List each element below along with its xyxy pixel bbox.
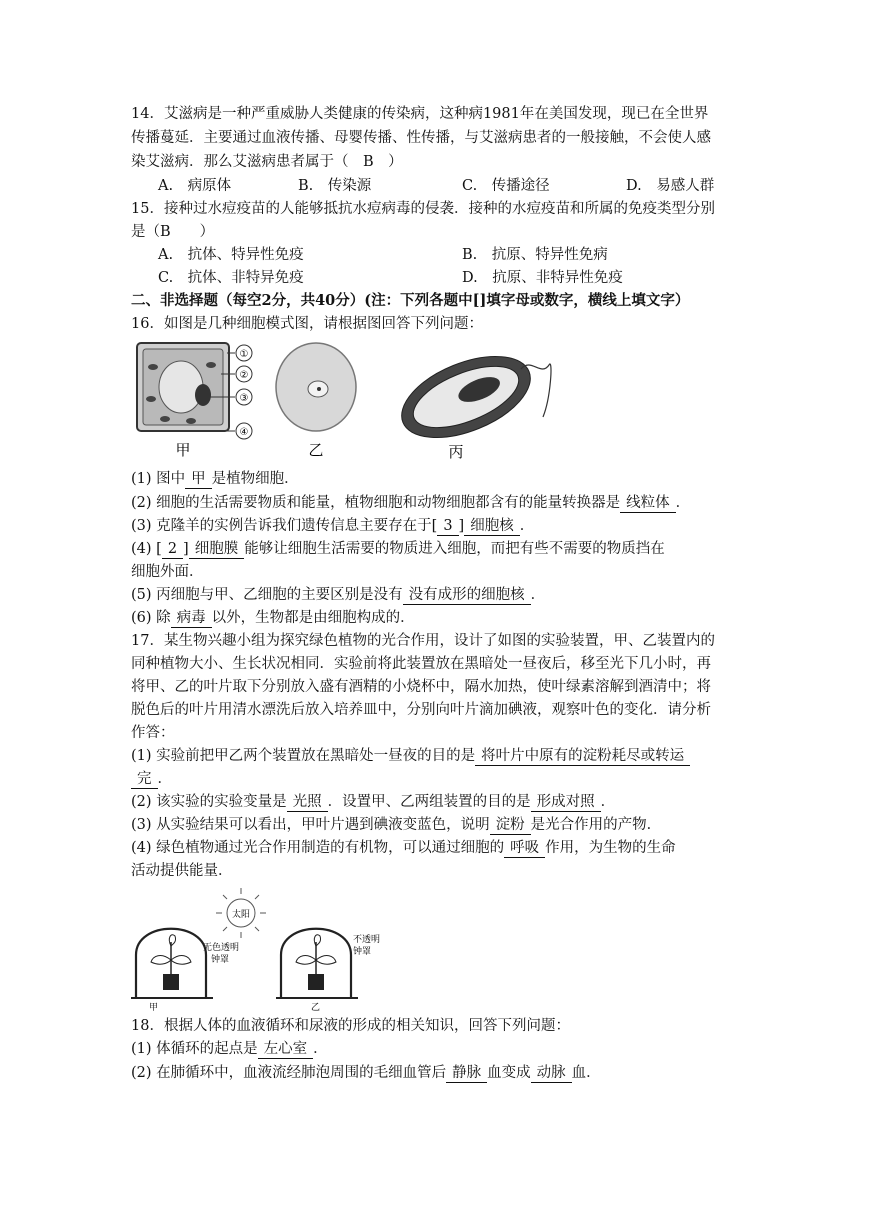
q16-answer-3: 细胞核 [464, 518, 520, 536]
q18-part1-text: (1) 体循环的起点是 [131, 1041, 258, 1057]
q16-part4-end: 能够让细胞生活需要的物质进入细胞，而把有些不需要的物质挡在 [244, 541, 665, 557]
q17-part1-line2 [131, 769, 172, 789]
q18-part2-end: 血． [571, 1065, 601, 1081]
q14-line3: 染艾滋病．那么艾滋病患者属于（ B ） [131, 154, 403, 170]
q14-option-a: A. 病原体 [158, 178, 232, 194]
q16-part2-end: ． [675, 495, 691, 511]
q16-part5-end: ． [530, 587, 546, 603]
sun-label: 太阳 [231, 910, 251, 920]
fig-label-1: ① [239, 349, 249, 360]
q16-part4-line2: 细胞外面． [131, 564, 204, 580]
q16-answer-6: 病毒 [171, 610, 212, 628]
q17-part4-text: (4) 绿色植物通过光合作用制造的有机物，可以通过细胞的 [131, 840, 505, 856]
q16-part2-text: (2) 细胞的生活需要物质和能量，植物细胞和动物细胞都含有的能量转换器是 [131, 495, 621, 511]
fig-label-2: ② [239, 370, 249, 381]
q18-part1-end: ． [313, 1041, 328, 1057]
q16-answer-5: 没有成形的细胞核 [403, 587, 531, 605]
jar-a-name: 甲 [149, 1003, 159, 1013]
q14-option-c: C. 传播途径 [462, 178, 550, 194]
fig-label-3: ③ [239, 393, 249, 404]
q17-answer-1: 将叶片中原有的淀粉耗尽或转运 [475, 748, 690, 766]
cell-diagram-figure [131, 337, 551, 462]
q16-answer-4: 细胞膜 [189, 541, 245, 559]
q17-answer-2: 光照 [287, 794, 328, 812]
q17-part2 [131, 792, 615, 812]
q16-part2 [131, 493, 690, 513]
q16-part3-end: ． [519, 518, 535, 534]
q17-line2: 同种植物大小、生长状况相同．实验前将此装置放在黑暗处一昼夜后，移至光下几小时，再 [131, 656, 711, 672]
q14-line1: 14．艾滋病是一种严重威胁人类健康的传染病，这种病1981年在美国发现，现已在全世界 [131, 106, 709, 122]
q18-part2-text: (2) 在肺循环中，血液流经肺泡周围的毛细血管后 [131, 1065, 447, 1081]
jar-b-label-2: 钟罩 [353, 947, 372, 957]
q15-option-a: A. 抗体、特异性免疫 [158, 247, 304, 263]
fig-label-bing: 丙 [448, 443, 464, 461]
q14-option-b: B. 传染源 [298, 178, 372, 194]
q18-part2-mid: 血变成 [487, 1065, 531, 1081]
q15-option-c: C. 抗体、非特异免疫 [158, 270, 304, 286]
q14-option-d: D. 易感人群 [626, 178, 715, 194]
q17-answer-2b: 形成对照 [531, 794, 601, 812]
q17-line3: 将甲、乙的叶片取下分别放入盛有酒精的小烧杯中，隔水加热，使叶绿素溶解到酒清中；将 [131, 679, 711, 695]
q15-option-b: B. 抗原、特异性免病 [462, 247, 608, 263]
q16-part3-bracket: ] [458, 518, 465, 534]
q16-intro: 16．如图是几种细胞模式图，请根据图回答下列问题： [131, 316, 483, 332]
q17-part3-end: 是光合作用的产物． [530, 817, 662, 833]
jar-a-label-1: 无色透明 [203, 943, 240, 953]
q17-answer-1-cont: 完 [131, 771, 158, 789]
q15-option-d: D. 抗原、非特异性免疫 [462, 270, 623, 286]
q16-part4 [131, 539, 665, 559]
q17-part4-end: 作用，为生物的生命 [545, 840, 676, 856]
q16-part3-text: (3) 克隆羊的实例告诉我们遗传信息主要存在于[ [131, 518, 438, 534]
q16-part1-text: (1) 图中 [131, 471, 186, 487]
q17-part3-text: (3) 从实验结果可以看出，甲叶片遇到碘液变蓝色，说明 [131, 817, 490, 833]
q18-part1 [131, 1039, 328, 1059]
jar-b-name: 乙 [311, 1003, 321, 1013]
q16-answer-1: 甲 [185, 471, 212, 489]
q18-answer-1: 左心室 [258, 1041, 314, 1059]
q16-part6 [131, 608, 415, 628]
q17-part1 [131, 746, 690, 766]
q17-answer-3: 淀粉 [490, 817, 531, 835]
section-2-heading: 二、非选择题（每空2分，共40分）(注：下列各题中[]填字母或数字，横线上填文字） [131, 292, 690, 309]
jar-a-label-2: 钟罩 [211, 955, 230, 965]
q16-part6-end: 以外，生物都是由细胞构成的． [211, 610, 415, 626]
q15-line1: 15．接种过水痘疫苗的人能够抵抗水痘病毒的侵袭．接种的水痘疫苗和所属的免疫类型分别 [131, 201, 715, 217]
q17-part1-text: (1) 实验前把甲乙两个装置放在黑暗处一昼夜的目的是 [131, 748, 476, 764]
q16-part4-text: (4) [ [131, 541, 162, 557]
q16-answer-4-number: 2 [162, 541, 183, 559]
q17-part1-end: ． [157, 771, 172, 787]
q16-part1-end: 是植物细胞． [211, 471, 299, 487]
q17-part2-mid: ．设置甲、乙两组装置的目的是 [327, 794, 531, 810]
q17-part2-text: (2) 该实验的实验变量是 [131, 794, 287, 810]
q14-line2: 传播蔓延．主要通过血液传播、母婴传播、性传播，与艾滋病患者的一般接触，不会使人感 [131, 130, 711, 146]
q18-answer-2b: 动脉 [531, 1065, 572, 1083]
q17-part4-line2: 活动提供能量． [131, 863, 233, 879]
q18-intro: 18．根据人体的血液循环和尿液的形成的相关知识，回答下列问题： [131, 1018, 570, 1034]
q17-part4 [131, 838, 676, 858]
jar-b-label-1: 不透明 [353, 935, 381, 945]
bell-jar-experiment-figure [131, 880, 411, 1013]
q18-part2 [131, 1063, 601, 1083]
fig-label-jia: 甲 [175, 441, 191, 459]
q17-part3 [131, 815, 661, 835]
q17-line5: 作答： [131, 725, 175, 741]
q16-answer-3-number: 3 [437, 518, 458, 536]
q17-part2-end: ． [600, 794, 616, 810]
q16-part3 [131, 516, 534, 536]
q16-part1 [131, 469, 299, 489]
q16-part5-text: (5) 丙细胞与甲、乙细胞的主要区别是没有 [131, 587, 403, 603]
q17-line1: 17．某生物兴趣小组为探究绿色植物的光合作用，设计了如图的实验装置，甲、乙装置内的 [131, 633, 715, 649]
q16-part6-text: (6) 除 [131, 610, 171, 626]
q16-part4-bracket: ] [183, 541, 189, 557]
q16-part5 [131, 585, 545, 605]
fig-label-4: ④ [239, 427, 249, 438]
q16-answer-2: 线粒体 [620, 495, 676, 513]
q17-line4: 脱色后的叶片用清水漂洗后放入培养皿中，分别向叶片滴加碘液，观察叶色的变化．请分析 [131, 702, 711, 718]
q15-line2: 是（B ） [131, 224, 215, 240]
q17-answer-4: 呼吸 [504, 840, 545, 858]
fig-label-yi: 乙 [308, 441, 324, 459]
q18-answer-2: 静脉 [446, 1065, 487, 1083]
